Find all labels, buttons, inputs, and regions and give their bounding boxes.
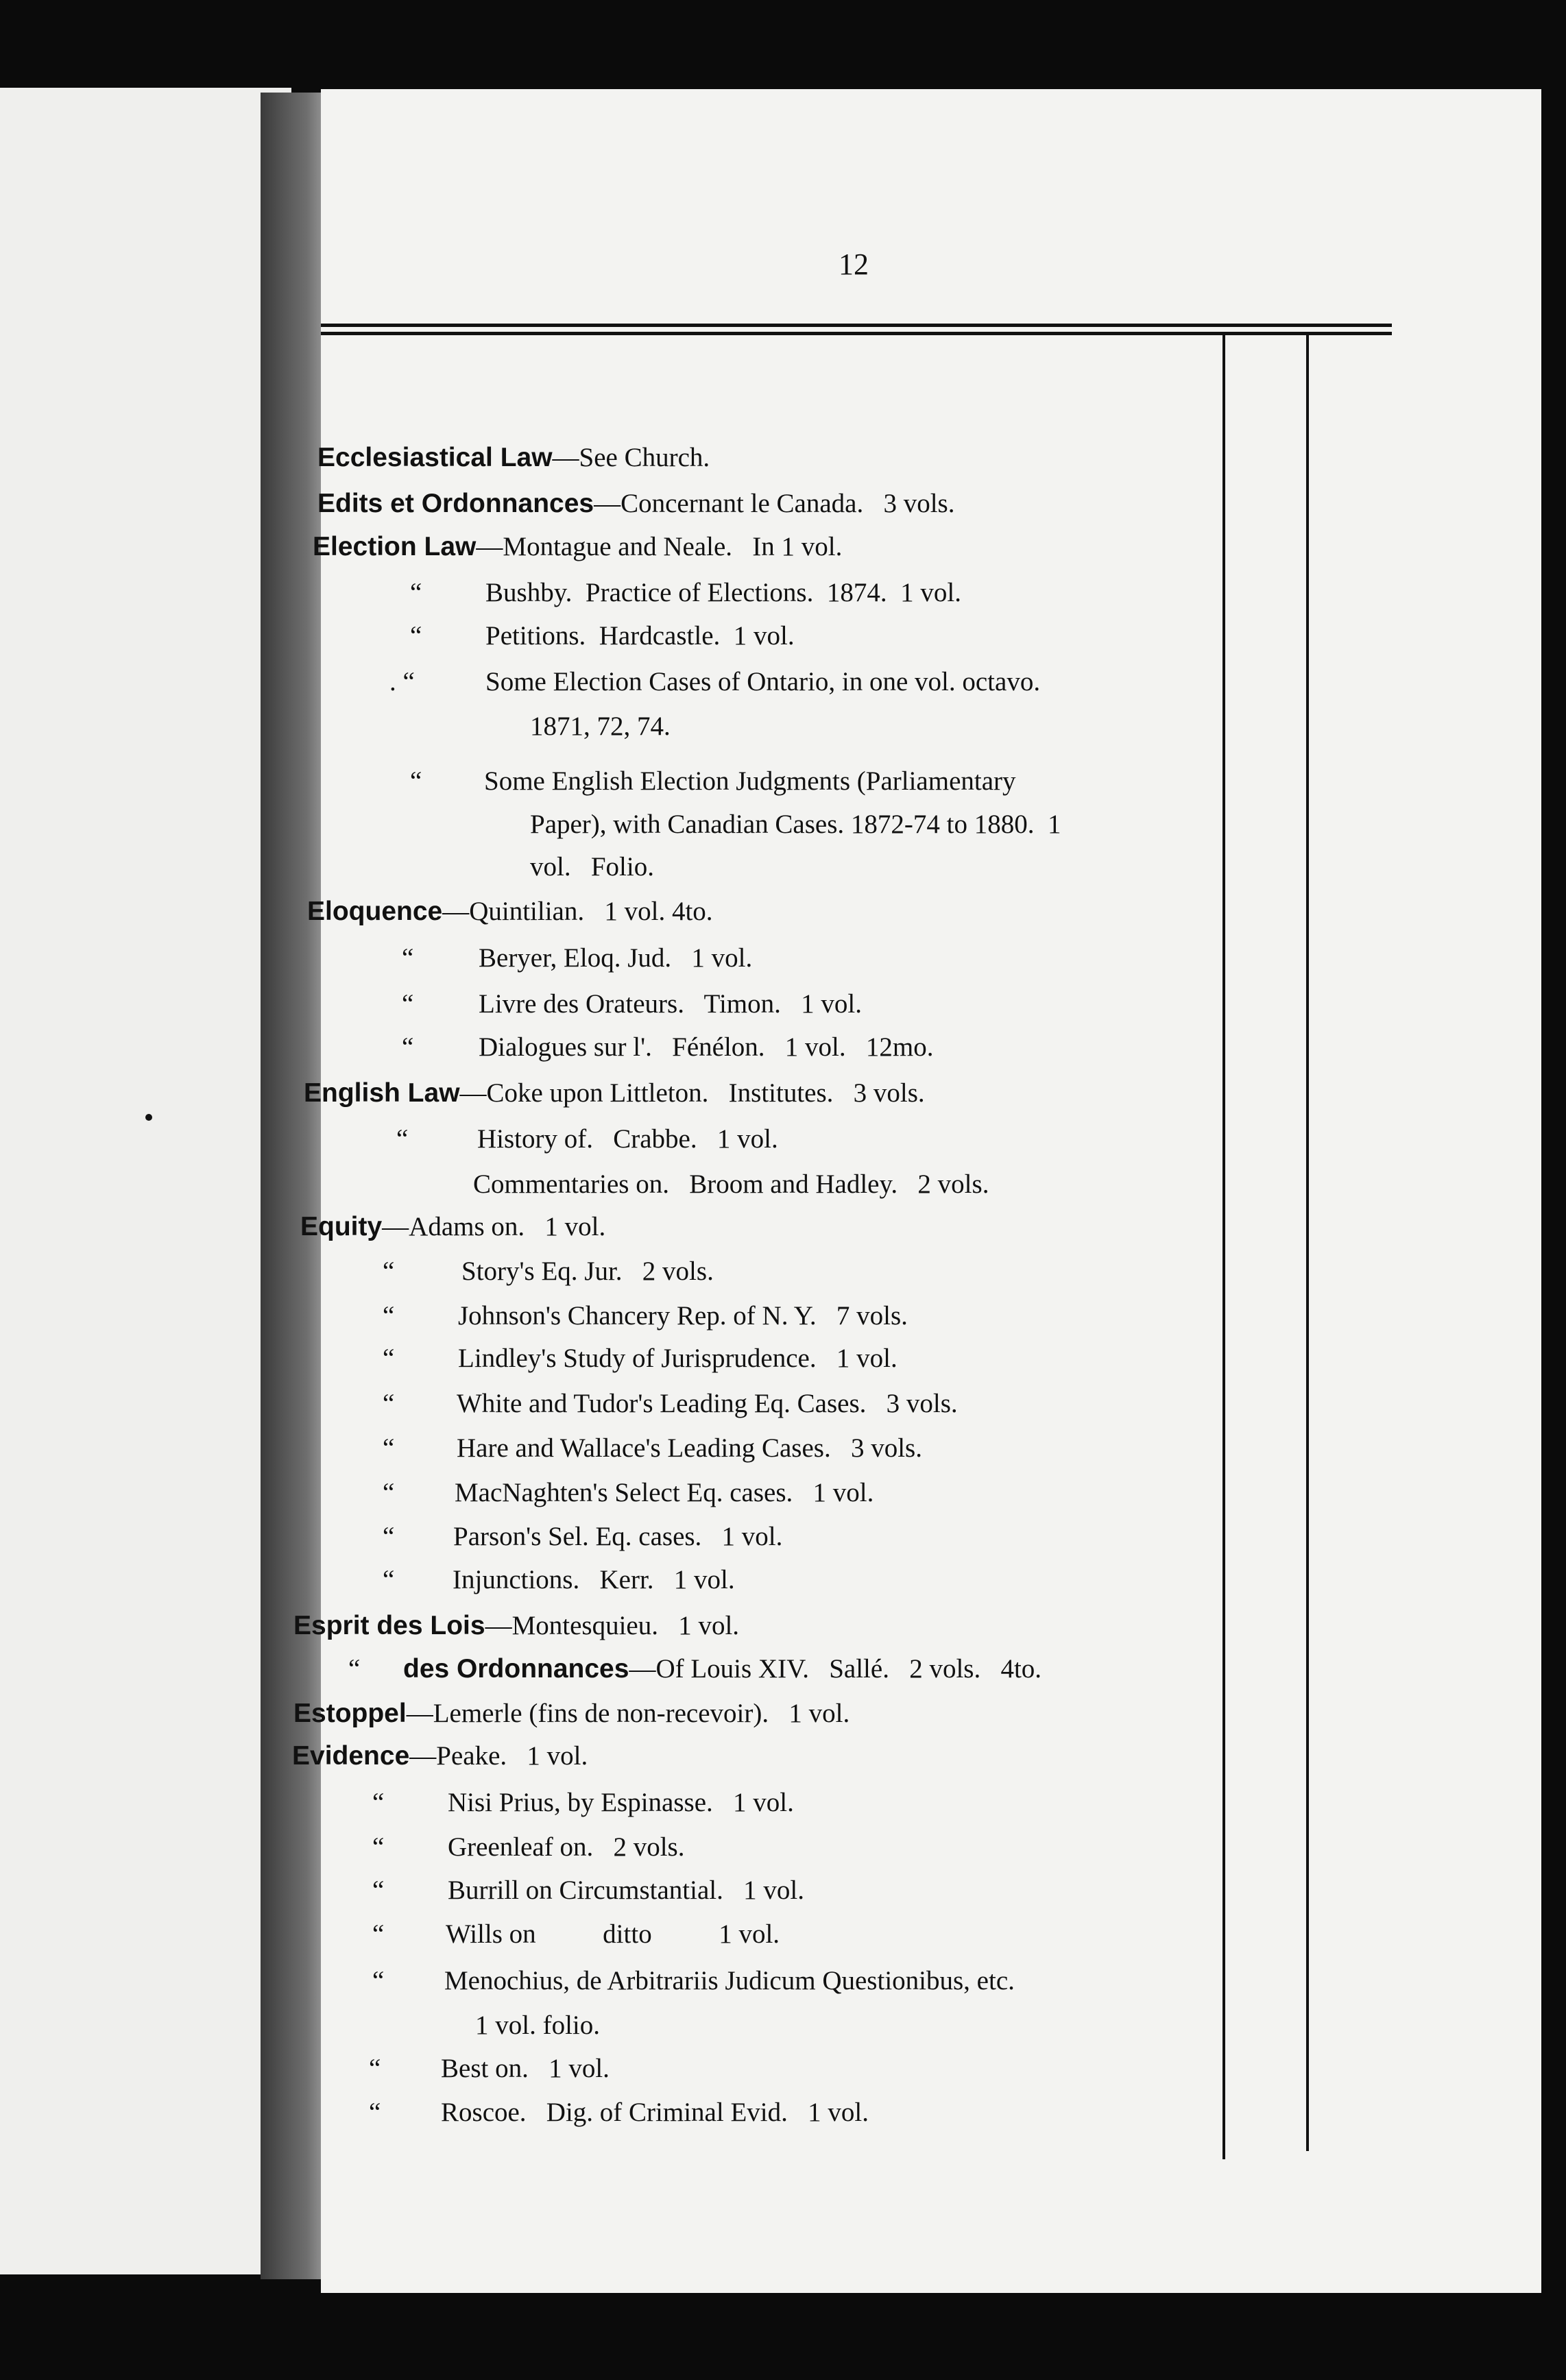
- catalog-entry: [448, 1834, 684, 1860]
- ditto-mark: “: [383, 1301, 395, 1331]
- entry-text: —Concernant le Canada. 3 vols.: [594, 489, 955, 518]
- catalog-entry: [293, 1612, 739, 1639]
- entry-text: Bushby. Practice of Elections. 1874. 1 vol.: [485, 578, 961, 607]
- ditto-mark: “: [383, 1256, 395, 1286]
- catalog-entry: [300, 1213, 605, 1240]
- ditto-mark: “: [372, 1875, 385, 1905]
- ditto-mark: “: [383, 1565, 395, 1594]
- entry-heading: English Law: [304, 1078, 460, 1108]
- catalog-entry: [317, 490, 954, 517]
- entry-heading: Esprit des Lois: [293, 1611, 485, 1640]
- catalog-entry: [444, 1967, 1015, 1994]
- ditto-mark: “: [383, 1478, 395, 1507]
- entry-text: Roscoe. Dig. of Criminal Evid. 1 vol.: [441, 2098, 869, 2127]
- ditto-mark: “: [372, 1832, 385, 1862]
- entry-heading: Election Law: [313, 532, 477, 561]
- catalog-entry: [530, 811, 1061, 838]
- catalog-entry: [455, 1479, 874, 1506]
- entry-text: —See Church.: [552, 443, 710, 472]
- catalog-entry: [448, 1877, 804, 1904]
- catalog-entry: [479, 991, 862, 1017]
- entry-text: Nisi Prius, by Espinasse. 1 vol.: [448, 1788, 794, 1817]
- catalog-entry: [307, 898, 713, 925]
- catalog-entry: [484, 768, 1016, 794]
- entry-heading: Ecclesiastical Law: [317, 443, 553, 472]
- catalog-entry: [457, 1390, 958, 1417]
- catalog-entry: [473, 1171, 989, 1198]
- catalog-entry: [446, 1921, 780, 1947]
- ditto-mark: “: [402, 943, 414, 973]
- entry-text: Commentaries on. Broom and Hadley. 2 vols.: [473, 1169, 989, 1199]
- entry-text: Beryer, Eloq. Jud. 1 vol.: [479, 943, 753, 973]
- entry-text: MacNaghten's Select Eq. cases. 1 vol.: [455, 1478, 874, 1507]
- entry-text: vol. Folio.: [530, 852, 654, 882]
- catalog-entry: [457, 1435, 922, 1461]
- left-page: [0, 88, 291, 2274]
- entry-heading: des Ordonnances: [403, 1654, 629, 1684]
- ditto-mark: “: [372, 1966, 385, 1995]
- entry-text: Livre des Orateurs. Timon. 1 vol.: [479, 989, 862, 1019]
- entry-heading: Edits et Ordonnances: [317, 489, 594, 518]
- entry-text: Lindley's Study of Jurisprudence. 1 vol.: [458, 1344, 898, 1373]
- entry-text: Parson's Sel. Eq. cases. 1 vol.: [453, 1522, 783, 1551]
- catalog-entry: [313, 533, 842, 560]
- ditto-mark: “: [369, 2054, 381, 2083]
- entry-text: White and Tudor's Leading Eq. Cases. 3 vols.: [457, 1389, 958, 1418]
- entry-heading: Eloquence: [307, 897, 443, 926]
- catalog-entry: [475, 2012, 600, 2039]
- entry-text: Dialogues sur l'. Fénélon. 1 vol. 12mo.: [479, 1032, 934, 1062]
- ditto-mark: “: [410, 766, 422, 796]
- entry-heading: Evidence: [292, 1741, 410, 1771]
- entry-text: —Quintilian. 1 vol. 4to.: [442, 897, 713, 926]
- entry-heading: Equity: [300, 1212, 383, 1241]
- entry-text: Some Election Cases of Ontario, in one vol. octavo.: [485, 667, 1041, 696]
- book-spine: [261, 93, 326, 2279]
- catalog-entry: [441, 2055, 610, 2082]
- entry-text: 1871, 72, 74.: [530, 712, 671, 741]
- catalog-entry: [441, 2099, 869, 2126]
- ditto-mark: “: [348, 1654, 361, 1684]
- catalog-entry: [485, 579, 961, 606]
- ditto-mark: “: [410, 621, 422, 651]
- entry-text: 1 vol. folio.: [475, 2011, 600, 2040]
- ditto-mark: “: [383, 1522, 395, 1551]
- catalog-entry: [530, 713, 671, 740]
- entry-text: Burrill on Circumstantial. 1 vol.: [448, 1875, 804, 1905]
- ditto-mark: “: [410, 578, 422, 607]
- ditto-mark: “: [383, 1389, 395, 1418]
- stray-mark: [145, 1114, 152, 1121]
- entry-text: Some English Election Judgments (Parliamentary: [484, 766, 1016, 796]
- catalog-entry: [453, 1566, 735, 1593]
- entry-text: Menochius, de Arbitrariis Judicum Questionibus, etc.: [444, 1966, 1015, 1995]
- catalog-entry: [479, 945, 752, 971]
- catalog-entry: [448, 1789, 794, 1816]
- header-rule-bottom: [321, 332, 1392, 335]
- ditto-mark: “: [396, 1124, 409, 1154]
- page-number: 12: [839, 247, 869, 281]
- catalog-entry: [304, 1080, 925, 1106]
- catalog-entry: [485, 622, 795, 649]
- catalog-entry: [458, 1345, 898, 1372]
- entry-text: Johnson's Chancery Rep. of N. Y. 7 vols.: [458, 1301, 908, 1331]
- catalog-entry: [530, 853, 654, 880]
- entry-text: —Montesquieu. 1 vol.: [485, 1611, 740, 1640]
- entry-text: Greenleaf on. 2 vols.: [448, 1832, 685, 1862]
- entry-text: Story's Eq. Jur. 2 vols.: [461, 1256, 714, 1286]
- catalog-entry: [479, 1034, 933, 1060]
- entry-text: —Montague and Neale. In 1 vol.: [476, 532, 843, 561]
- book-page: [292, 89, 1541, 2293]
- header-rule-top: [321, 324, 1392, 327]
- entry-text: History of. Crabbe. 1 vol.: [477, 1124, 778, 1154]
- entry-text: Petitions. Hardcastle. 1 vol.: [485, 621, 795, 651]
- catalog-entry: [403, 1655, 1041, 1682]
- entry-text: Wills on ditto 1 vol.: [446, 1919, 780, 1949]
- ditto-mark: . “: [389, 667, 415, 696]
- ditto-mark: “: [402, 1032, 414, 1062]
- entry-text: Hare and Wallace's Leading Cases. 3 vols.: [457, 1433, 922, 1463]
- ditto-mark: “: [383, 1344, 395, 1373]
- entry-text: —Adams on. 1 vol.: [382, 1212, 606, 1241]
- entry-heading: Estoppel: [293, 1699, 407, 1728]
- entry-text: —Of Louis XIV. Sallé. 2 vols. 4to.: [629, 1654, 1042, 1684]
- entry-text: Best on. 1 vol.: [441, 2054, 610, 2083]
- catalog-entry: [458, 1302, 908, 1329]
- catalog-entry: [453, 1523, 782, 1550]
- entry-text: —Peake. 1 vol.: [409, 1741, 588, 1771]
- ditto-mark: “: [369, 2098, 381, 2127]
- catalog-entry: [477, 1126, 778, 1152]
- catalog-entry: [293, 1700, 850, 1727]
- ditto-mark: “: [372, 1919, 385, 1949]
- entry-text: —Coke upon Littleton. Institutes. 3 vols.: [459, 1078, 925, 1108]
- entry-text: —Lemerle (fins de non-recevoir). 1 vol.: [406, 1699, 850, 1728]
- column-rule-left: [1222, 335, 1225, 2159]
- entry-text: Paper), with Canadian Cases. 1872-74 to 1880. 1: [530, 810, 1061, 839]
- catalog-entry: [292, 1742, 588, 1769]
- column-rule-right: [1306, 335, 1309, 2151]
- ditto-mark: “: [402, 989, 414, 1019]
- ditto-mark: “: [383, 1433, 395, 1463]
- ditto-mark: “: [372, 1788, 385, 1817]
- catalog-entry: [485, 668, 1040, 695]
- entry-text: Injunctions. Kerr. 1 vol.: [453, 1565, 735, 1594]
- catalog-entry: [461, 1258, 714, 1285]
- catalog-entry: [317, 444, 710, 471]
